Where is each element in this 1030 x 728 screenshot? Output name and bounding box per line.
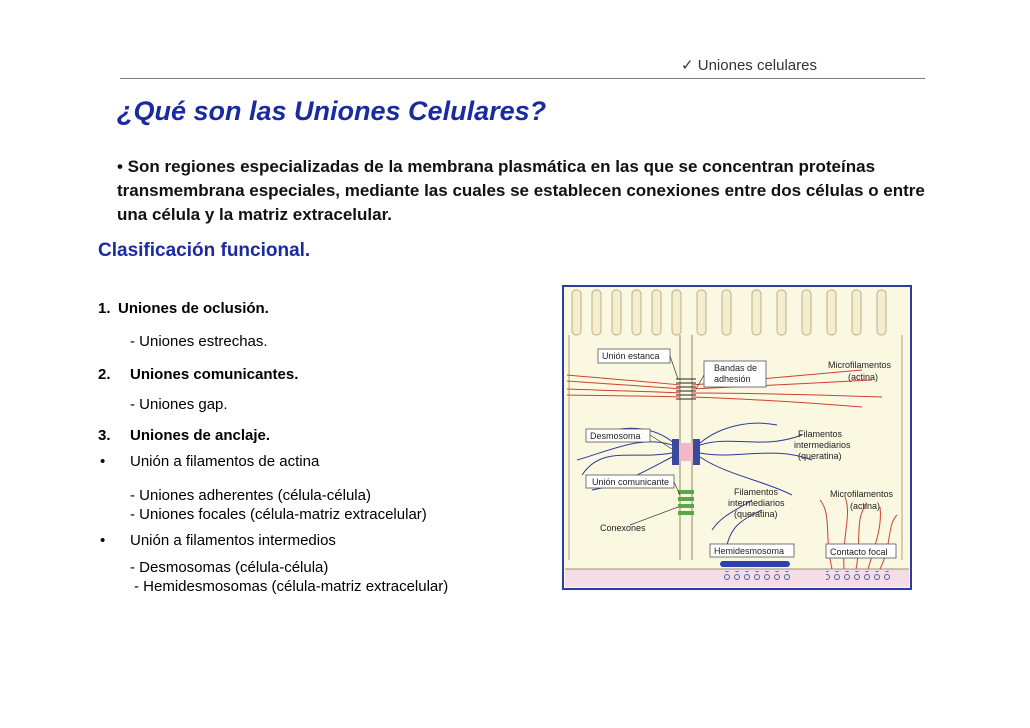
label-hemidesmosoma: Hemidesmosoma [714,546,785,556]
label-filamentos-bottom-1: Filamentos [734,487,779,497]
label-filamentos-top-3: (queratina) [798,451,842,461]
desmosome-plaque [693,439,700,465]
intro-paragraph: • Son regiones especializadas de la membrana plasmática en las que se concentran proteínas transmembrana especiales, mediante las cuales se establecen conexiones entre dos células o entre una célula y la matriz extracelular. [117,157,925,224]
section-title: Clasificación funcional. [98,240,311,261]
header-text: Uniones celulares [697,57,817,74]
header-label [681,56,817,74]
label-filamentos-bottom-2: intermediarios [728,498,785,508]
label-microfil-top-1: Microfilamentos [828,360,892,370]
bullet-icon: • [100,532,106,549]
label-filamentos-top-2: intermediarios [794,440,851,450]
list-item-title: Uniones de anclaje. [130,427,271,444]
list-item-title: Uniones de oclusión. [118,300,269,317]
label-union-estanca: Unión estanca [602,351,660,361]
label-microfil-top-2: (actina) [848,372,879,382]
list-number: 2. [98,366,111,383]
list-number: 3. [98,427,111,444]
list-number: 1. [98,300,111,317]
label-filamentos-top-1: Filamentos [798,429,843,439]
label-conexones: Conexones [600,523,646,533]
page-title: ¿Qué son las Uniones Celulares? [117,96,547,126]
label-microfil-bottom-1: Microfilamentos [830,489,894,499]
label-filamentos-bottom-3: (queratina) [734,509,778,519]
label-desmosoma: Desmosoma [590,431,641,441]
list-item-title: Uniones comunicantes. [130,366,299,383]
header-divider [120,78,925,79]
label-union-comunicante: Unión comunicante [592,477,670,487]
label-bandas-2: adhesión [714,374,751,384]
label-microfil-bottom-2: (actina) [850,501,881,511]
desmosome-plaque [672,439,679,465]
label-bandas-1: Bandas de [714,363,758,373]
label-contacto-focal: Contacto focal [830,547,888,557]
check-icon: ✓ [681,57,694,74]
cell-junctions-diagram [562,285,912,590]
hemidesmosome-plaque [720,561,790,567]
bullet-icon: • [100,453,106,470]
